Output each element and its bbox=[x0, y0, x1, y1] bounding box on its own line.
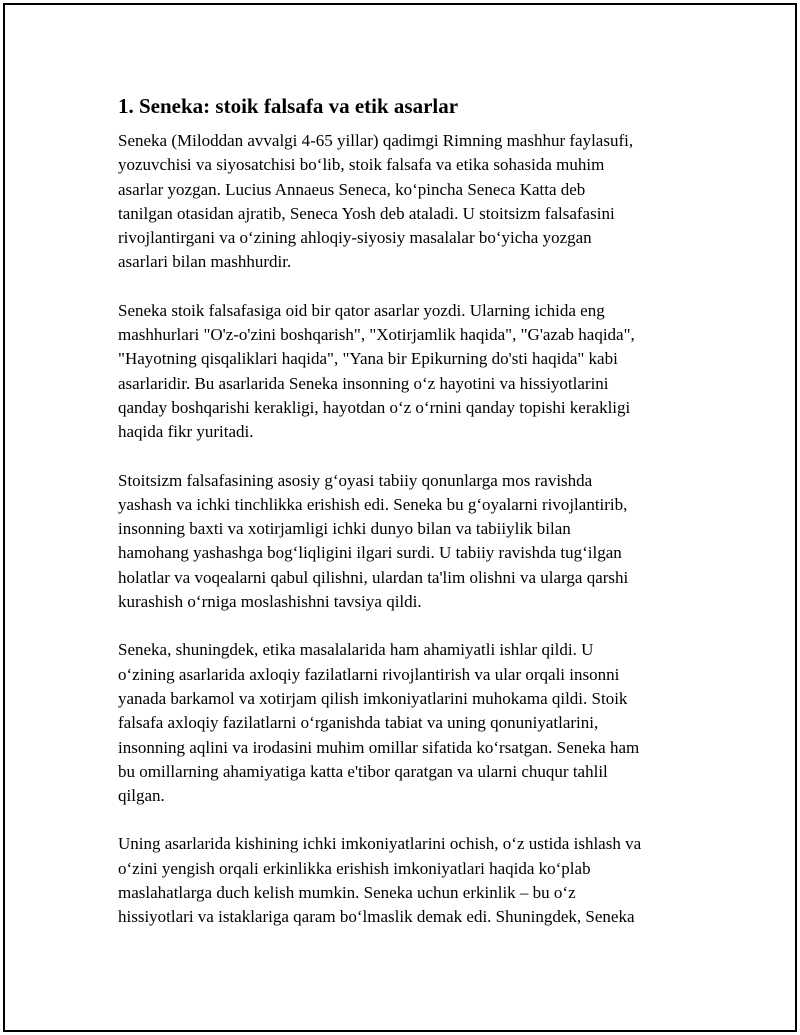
text-line: yashash va ichki tinchlikka erishish edi. Seneka bu gʻoyalarni rivojlantirib, bbox=[118, 494, 628, 514]
paragraph bbox=[118, 832, 690, 929]
section-heading: 1. Seneka: stoik falsafa va etik asarlar bbox=[118, 94, 459, 118]
text-line: asarlaridir. Bu asarlarida Seneka insonning oʻz hayotini va hissiyotlarini bbox=[118, 373, 609, 393]
text-line: qanday boshqarishi kerakligi, hayotdan oʻz oʻrnini qanday topishi kerakligi bbox=[118, 397, 631, 417]
text-line: insonning aqlini va irodasini muhim omillar sifatida koʻrsatgan. Seneka ham bbox=[118, 737, 640, 757]
text-line: qilgan. bbox=[118, 786, 165, 806]
text-line: asarlar yozgan. Lucius Annaeus Seneca, koʻpincha Seneca Katta deb bbox=[118, 179, 586, 199]
text-line: Seneka, shuningdek, etika masalalarida ham ahamiyatli ishlar qildi. U bbox=[118, 640, 594, 660]
text-line: oʻzini yengish orqali erkinlikka erishish imkoniyatlari haqida koʻplab bbox=[118, 858, 591, 878]
text-line: rivojlantirgani va oʻzining ahloqiy-siyosiy masalalar boʻyicha yozgan bbox=[118, 228, 592, 248]
paragraph-container bbox=[118, 129, 690, 930]
text-line: falsafa axloqiy fazilatlarni oʻrganishda tabiat va uning qonuniyatlarini, bbox=[118, 713, 599, 733]
text-line: holatlar va voqealarni qabul qilishni, ulardan ta'lim olishni va ularga qarshi bbox=[118, 567, 629, 587]
text-line: haqida fikr yuritadi. bbox=[118, 422, 254, 442]
text-line: Seneka stoik falsafasiga oid bir qator asarlar yozdi. Ularning ichida eng bbox=[118, 300, 605, 320]
text-line: oʻzining asarlarida axloqiy fazilatlarni rivojlantirish va ular orqali insonni bbox=[118, 664, 620, 684]
document-body bbox=[118, 92, 690, 954]
paragraph bbox=[118, 469, 690, 615]
text-line: mashhurlari "O'z-o'zini boshqarish", "Xotirjamlik haqida", "G'azab haqida", bbox=[118, 325, 635, 345]
text-line: maslahatlarga duch kelish mumkin. Seneka uchun erkinlik – bu oʻz bbox=[118, 883, 576, 903]
text-line: Stoitsizm falsafasining asosiy gʻoyasi tabiiy qonunlarga mos ravishda bbox=[118, 470, 593, 490]
text-line: asarlari bilan mashhurdir. bbox=[118, 252, 292, 272]
paragraph bbox=[118, 638, 690, 808]
text-line: bu omillarning ahamiyatiga katta e'tibor qaratgan va ularni chuqur tahlil bbox=[118, 761, 608, 781]
text-line: yanada barkamol va xotirjam qilish imkoniyatlarini muhokama qildi. Stoik bbox=[118, 688, 628, 708]
text-line: tanilgan otasidan ajratib, Seneca Yosh deb ataladi. U stoitsizm falsafasini bbox=[118, 203, 615, 223]
paragraph bbox=[118, 129, 690, 275]
text-line: Seneka (Miloddan avvalgi 4-65 yillar) qadimgi Rimning mashhur faylasufi, bbox=[118, 131, 634, 150]
text-line: Uning asarlarida kishining ichki imkoniyatlarini ochish, oʻz ustida ishlash va bbox=[118, 834, 642, 854]
text-line: hamohang yashashga bogʻliqligini ilgari surdi. U tabiiy ravishda tugʻilgan bbox=[118, 543, 622, 563]
text-line: insonning baxti va xotirjamligi ichki dunyo bilan va tabiiylik bilan bbox=[118, 519, 571, 539]
text-line: "Hayotning qisqaliklari haqida", "Yana bir Epikurning do'sti haqida" kabi bbox=[118, 349, 618, 369]
text-line: hissiyotlari va istaklariga qaram boʻlmaslik demak edi. Shuningdek, Seneka bbox=[118, 907, 635, 927]
text-line: yozuvchisi va siyosatchisi boʻlib, stoik falsafa va etika sohasida muhim bbox=[118, 155, 605, 175]
text-line: kurashish oʻrniga moslashishni tavsiya qildi. bbox=[118, 592, 422, 612]
paragraph bbox=[118, 299, 690, 445]
